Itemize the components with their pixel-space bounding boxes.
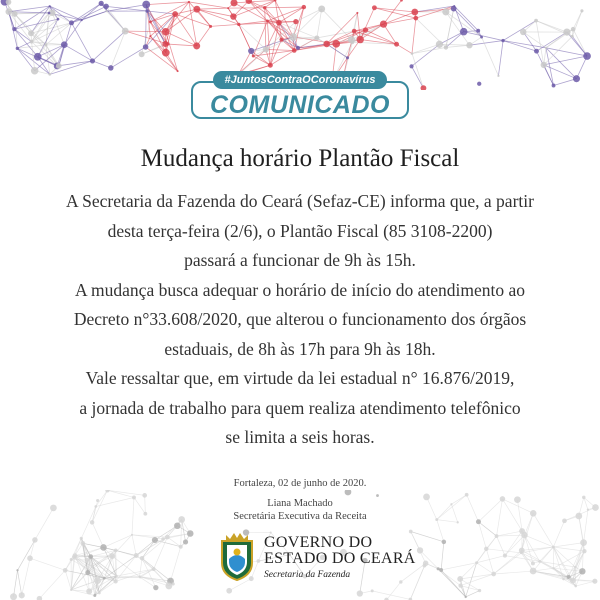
signer-role: Secretária Executiva da Receita [233, 511, 367, 522]
body-line: passará a funcionar de 9h às 15h. [184, 250, 416, 270]
body-line: estaduais, de 8h às 17h para 9h às 18h. [164, 338, 436, 359]
body-line: Decreto n°33.608/2020, que alterou o funcionamento dos órgãos [73, 309, 527, 329]
announcement-body [20, 187, 580, 453]
gov-line-governo: GOVERNO DO [264, 534, 373, 551]
page-title: Mudança horário Plantão Fiscal [140, 145, 460, 172]
signer-name: Liana Machado [267, 498, 333, 509]
body-line: Vale ressaltar que, em virtude da lei estadual n° 16.876/2019, [85, 368, 515, 388]
body-line: desta terça-feira (2/6), o Plantão Fiscal (85 3108-2200) [107, 220, 493, 241]
body-line: A mudança busca adequar o horário de início do atendimento ao [75, 279, 525, 300]
hashtag-label: #JuntosContraOCoronavírus [213, 71, 388, 89]
badge-title: COMUNICADO [191, 81, 409, 119]
gov-line-estado: ESTADO DO CEARÁ [264, 550, 416, 567]
body-line: A Secretaria da Fazenda do Ceará (Sefaz-CE) informa que, a partir [66, 191, 534, 211]
government-logo [218, 529, 418, 581]
body-line: se limita a seis horas. [225, 427, 375, 447]
ceara-coat-of-arms-icon [218, 529, 256, 581]
place-date: Fortaleza, 02 de junho de 2020. [233, 478, 367, 489]
comunicado-badge [0, 70, 600, 119]
body-line: a jornada de trabalho para quem realiza atendimento telefônico [79, 397, 521, 418]
gov-line-secretaria: Secretaria da Fazenda [264, 570, 351, 580]
